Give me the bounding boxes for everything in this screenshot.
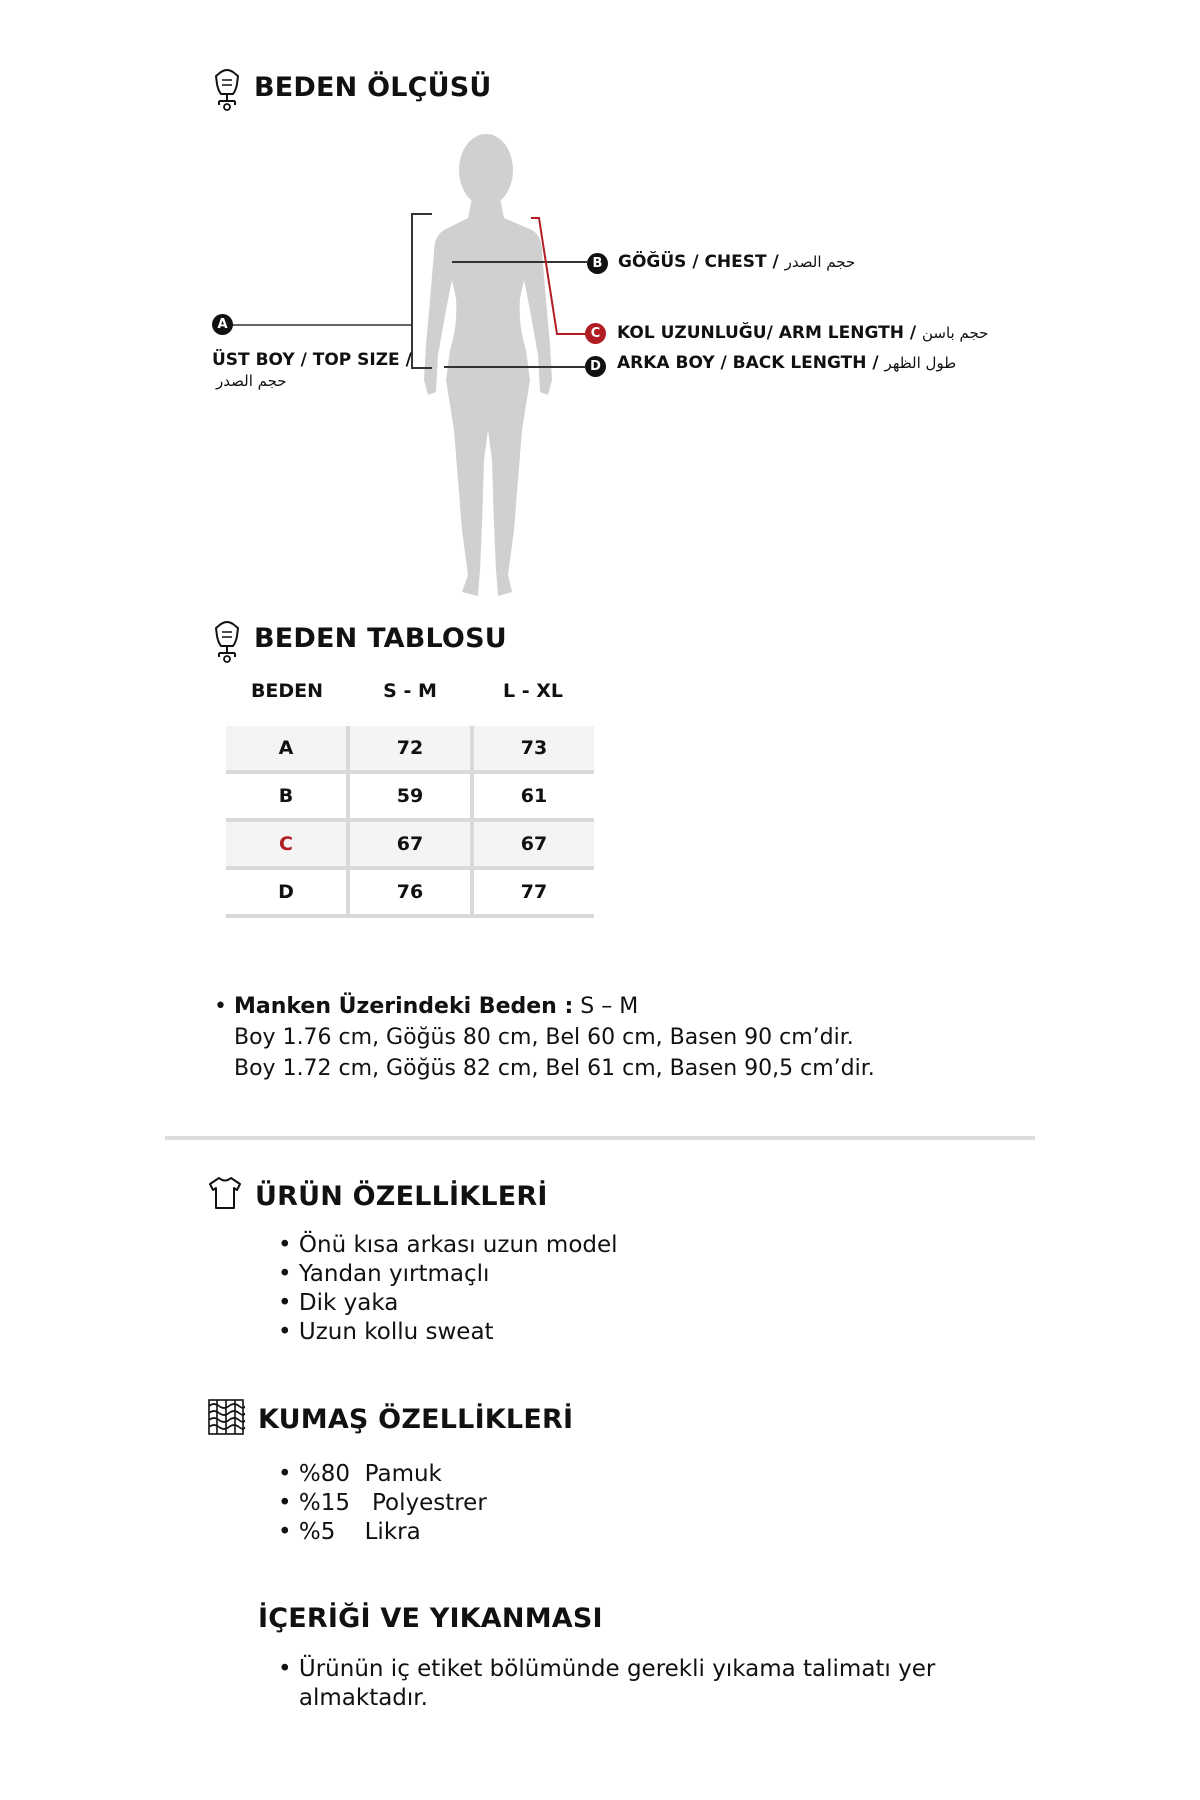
model-size-value: S – M	[573, 994, 639, 1019]
model-measurements-1: Boy 1.76 cm, Göğüs 80 cm, Bel 60 cm, Basen 90 cm’dir.	[234, 1025, 854, 1050]
list-item: • Uzun kollu sweat	[278, 1318, 618, 1347]
table-cell: 72	[348, 726, 472, 772]
table-cell: 77	[472, 868, 594, 916]
table-cell: D	[226, 868, 348, 916]
label-back-length	[617, 353, 956, 373]
label-arm-length-ar: حجم باسن	[921, 324, 989, 342]
arm-length-bracket	[525, 216, 595, 346]
care-text: Ürünün iç etiket bölümünde gerekli yıkama talimatı yer almaktadır.	[298, 1656, 936, 1711]
size-table-header-cell: S - M	[383, 680, 437, 702]
section-divider	[165, 1136, 1035, 1140]
product-features-title: ÜRÜN ÖZELLİKLERİ	[255, 1181, 548, 1212]
model-size-line	[214, 994, 638, 1019]
mannequin-icon	[212, 68, 242, 112]
size-guide-title: BEDEN ÖLÇÜSÜ	[254, 72, 492, 103]
marker-d: D	[585, 356, 606, 377]
size-table-header-cell: L - XL	[503, 680, 563, 702]
table-cell: 76	[348, 868, 472, 916]
care-item	[278, 1655, 968, 1713]
list-item: • Yandan yırtmaçlı	[278, 1260, 618, 1289]
label-top-size: ÜST BOY / TOP SIZE /	[212, 350, 412, 370]
marker-a: A	[212, 314, 233, 335]
table-cell: B	[226, 772, 348, 820]
tshirt-icon	[207, 1175, 243, 1211]
list-item: • %15 Polyestrer	[278, 1489, 487, 1518]
label-arm-length-text: KOL UZUNLUĞU/ ARM LENGTH /	[617, 323, 917, 343]
label-chest-ar: حجم الصدر	[784, 253, 856, 271]
label-chest-text: GÖĞÜS / CHEST /	[618, 252, 779, 272]
table-cell: C	[226, 820, 348, 868]
size-table-header-cell: BEDEN	[250, 680, 324, 702]
list-item: • %5 Likra	[278, 1518, 487, 1547]
size-table-header	[226, 668, 594, 714]
label-back-length-text: ARKA BOY / BACK LENGTH /	[617, 353, 879, 373]
list-item: • Önü kısa arkası uzun model	[278, 1231, 618, 1260]
bullet: •	[278, 1656, 299, 1682]
fabric-features-title: KUMAŞ ÖZELLİKLERİ	[258, 1404, 574, 1435]
size-table	[226, 668, 594, 918]
label-chest	[618, 252, 855, 272]
table-cell: 67	[348, 820, 472, 868]
table-row	[226, 772, 594, 820]
model-size-label: Manken Üzerindeki Beden :	[233, 994, 574, 1019]
table-row	[226, 820, 594, 868]
table-cell: 67	[472, 820, 594, 868]
label-arm-length	[617, 323, 988, 343]
size-table-title: BEDEN TABLOSU	[254, 623, 507, 654]
mannequin-icon	[212, 620, 242, 664]
table-cell: 73	[472, 726, 594, 772]
care-title: İÇERİĞİ VE YIKANMASI	[258, 1603, 603, 1634]
marker-c: C	[585, 323, 606, 344]
list-item: • Dik yaka	[278, 1289, 618, 1318]
table-cell: A	[226, 726, 348, 772]
list-item: • %80 Pamuk	[278, 1460, 487, 1489]
product-features-list	[278, 1231, 618, 1347]
label-back-length-ar: طول الظهر	[884, 354, 957, 372]
back-length-line	[444, 366, 585, 368]
marker-b: B	[587, 253, 608, 274]
table-cell: 59	[348, 772, 472, 820]
fabric-pattern-icon	[207, 1398, 245, 1436]
top-size-bracket	[222, 212, 437, 370]
label-top-size-ar: حجم الصدر	[216, 372, 287, 390]
model-measurements-2: Boy 1.72 cm, Göğüs 82 cm, Bel 61 cm, Basen 90,5 cm’dir.	[234, 1056, 875, 1081]
table-row	[226, 868, 594, 916]
table-row	[226, 726, 594, 772]
bullet: •	[214, 994, 234, 1019]
table-cell: 61	[472, 772, 594, 820]
fabric-features-list	[278, 1460, 487, 1547]
